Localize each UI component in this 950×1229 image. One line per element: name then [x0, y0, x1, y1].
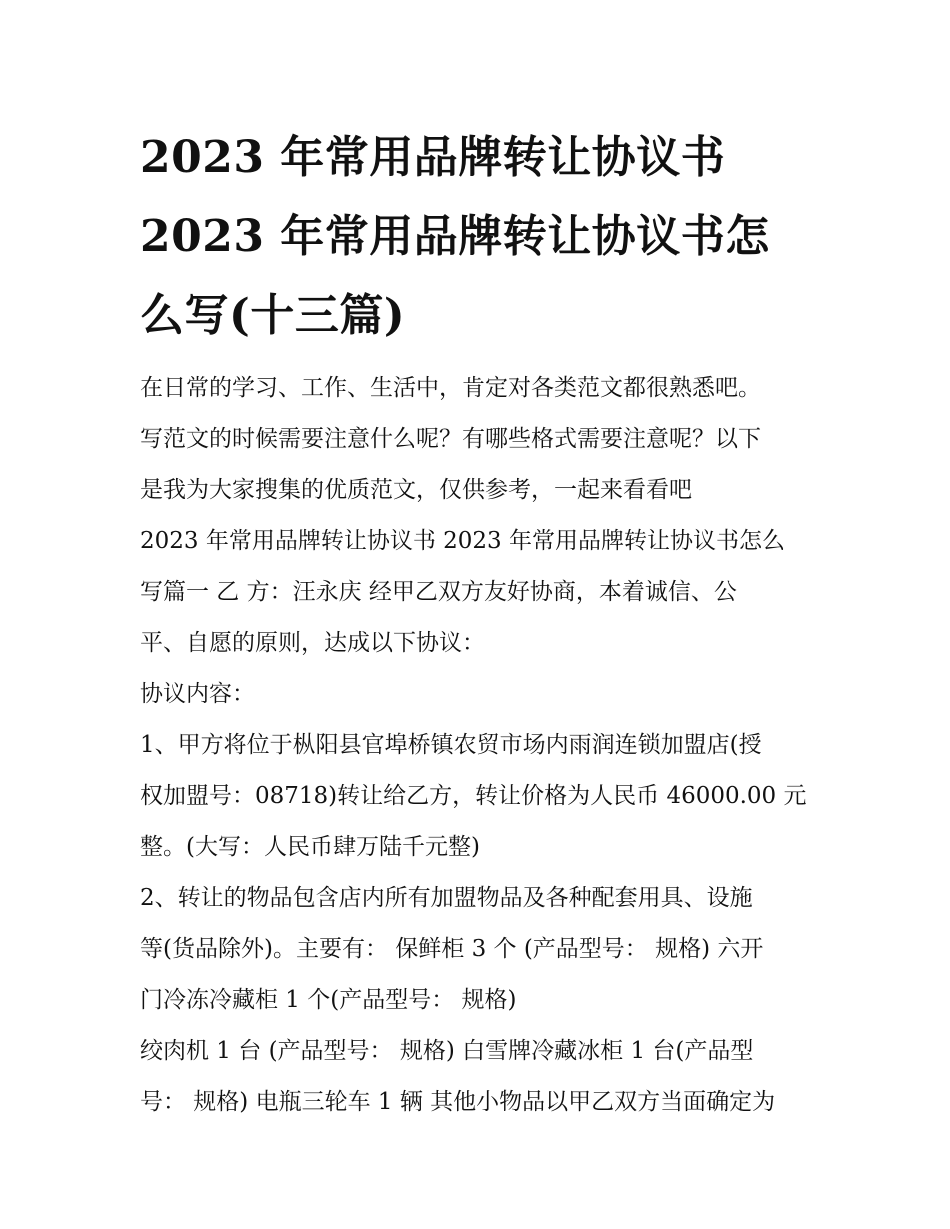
title-line: 么写(十三篇) [140, 290, 406, 341]
section-heading: 协议内容： [140, 681, 255, 707]
clause-2-line: 绞肉机 1 台 (产品型号： 规格) 白雪牌冷藏冰柜 1 台(产品型 [140, 1038, 754, 1064]
clause-1-line: 1、甲方将位于枞阳县官埠桥镇农贸市场内雨润连锁加盟店(授 [140, 732, 762, 758]
preamble-line: 平、自愿的原则，达成以下协议： [140, 630, 485, 656]
clause-2-line: 2、转让的物品包含店内所有加盟物品及各种配套用具、设施 [140, 885, 753, 911]
clause-2-line: 号： 规格) 电瓶三轮车 1 辆 其他小物品以甲乙双方当面确定为 [140, 1089, 776, 1115]
document-page [140, 118, 820, 1128]
clause-2-line: 门冷冻冷藏柜 1 个(产品型号： 规格) [140, 987, 517, 1013]
intro-paragraph-line: 写范文的时候需要注意什么呢？有哪些格式需要注意呢？以下 [140, 426, 761, 452]
title-line: 2023 年常用品牌转让协议书 [140, 132, 726, 183]
clause-1-line: 整。(大写：人民币肆万陆千元整) [140, 834, 480, 860]
title-line: 2023 年常用品牌转让协议书怎 [140, 211, 770, 262]
clause-2-line: 等(货品除外)。主要有： 保鲜柜 3 个 (产品型号： 规格) 六开 [140, 936, 764, 962]
document-body [140, 363, 820, 1128]
preamble-line: 写篇一 乙 方：汪永庆 经甲乙双方友好协商，本着诚信、公 [140, 579, 737, 605]
document-title [140, 118, 820, 355]
clause-1-line: 权加盟号：08718)转让给乙方，转让价格为人民币 46000.00 元 [140, 783, 807, 809]
intro-paragraph-line: 是我为大家搜集的优质范文，仅供参考，一起来看看吧 [140, 477, 692, 503]
intro-paragraph-line: 在日常的学习、工作、生活中，肯定对各类范文都很熟悉吧。 [140, 375, 761, 401]
preamble-line: 2023 年常用品牌转让协议书 2023 年常用品牌转让协议书怎么 [140, 528, 785, 554]
